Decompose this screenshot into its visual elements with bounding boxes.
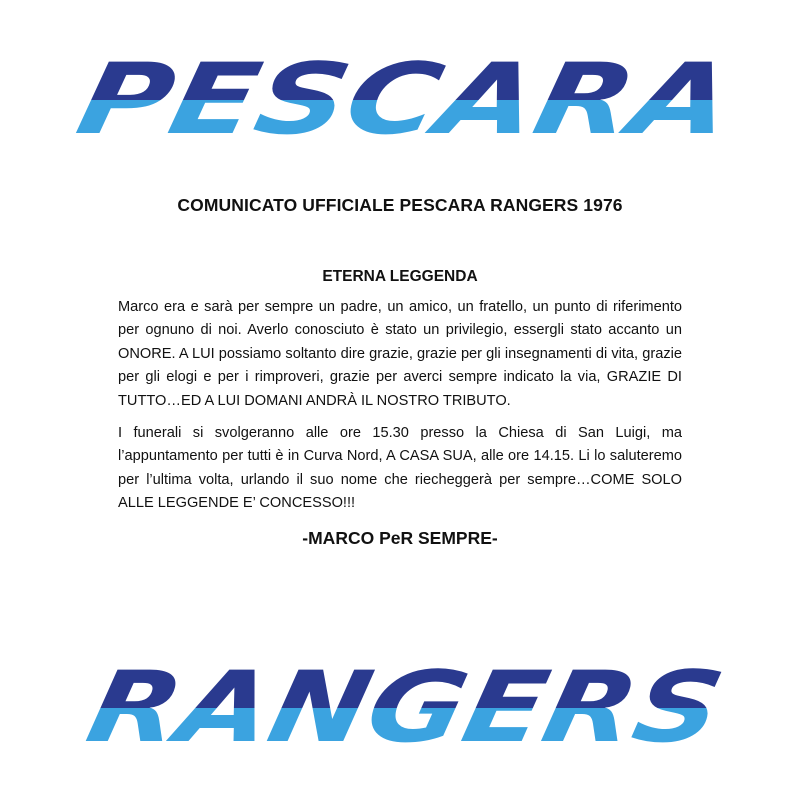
announcement (118, 190, 682, 548)
rangers-logo (0, 648, 800, 768)
footer-logo (0, 648, 800, 768)
closing-line: -MARCO PeR SEMPRE- (302, 527, 498, 548)
body-paragraph-1: Marco era e sarà per sempre un padre, un amico, un fratello, un punto di riferimento per ognuno di noi. Averlo conosciuto è stato un privilegio, essergli stato accanto un ONORE. A LUI possiamo soltanto dire grazie, grazie per gli insegnamenti di vita, grazie per gli elogi e per i rimproveri, grazie per averci sempre indicato la via, GRAZIE DI TUTTO…ED A LUI DOMANI ANDRÀ IL NOSTRO TRIBUTO. (118, 299, 682, 409)
page-title: COMUNICATO UFFICIALE PESCARA RANGERS 1976 (177, 195, 623, 215)
body-paragraph-2: I funerali si svolgeranno alle ore 15.30 presso la Chiesa di San Luigi, ma l’appuntamento per tutti è in Curva Nord, A CASA SUA, alle ore 14.15. Li lo saluteremo per l’ultima volta, urlando il suo nome che riecheggerà per sempre…COME SOLO ALLE LEGGENDE E’ CONCESSO!!! (118, 425, 682, 512)
footer-logo-text: RANGERS (78, 651, 630, 765)
section-heading: ETERNA LEGGENDA (322, 268, 478, 285)
announcement-body (118, 296, 682, 551)
header-logo-text: PESCARA (68, 43, 601, 157)
header-logo (0, 40, 800, 160)
pescara-logo (0, 40, 800, 160)
